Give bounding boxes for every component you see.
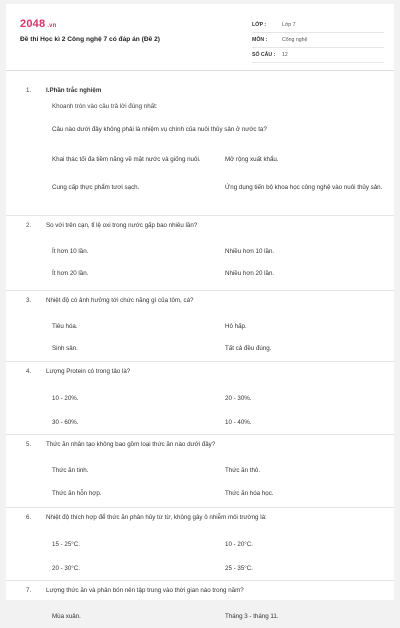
meta-row-class: LỚP : Lớp 7 xyxy=(252,18,384,33)
answer-option[interactable]: Hô hấp. xyxy=(225,322,247,330)
answer-option[interactable]: Tháng 3 - tháng 11. xyxy=(225,612,279,620)
answer-option[interactable]: Mùa xuân. xyxy=(52,612,81,620)
question-text: Thức ăn nhân tạo không bao gồm loại thức ăn nào dưới đây? xyxy=(46,440,216,448)
answer-option[interactable]: 10 - 20°C. xyxy=(225,540,253,548)
answer-option[interactable]: Ứng dụng tiến bộ khoa học công nghệ vào nuôi thủy sản. xyxy=(225,184,383,192)
answer-option[interactable]: Cung cấp thực phẩm tươi sạch. xyxy=(52,184,140,192)
answer-option[interactable]: Khai thác tối đa tiềm năng về mặt nước và giống nuôi. xyxy=(52,156,201,164)
answer-option[interactable]: 10 - 20%. xyxy=(52,394,79,402)
answer-option[interactable]: 20 - 30°C. xyxy=(52,564,80,572)
document-header xyxy=(6,4,394,71)
answer-option[interactable]: Nhiều hơn 20 lần. xyxy=(225,269,275,277)
exam-meta xyxy=(252,18,384,63)
question-text: So với trên cạn, tỉ lệ oxi trong nước gấp bao nhiêu lần? xyxy=(46,221,198,229)
answer-option[interactable]: Sinh sản. xyxy=(52,344,78,352)
meta-row-count: SỐ CÂU : 12 xyxy=(252,48,384,63)
answer-option[interactable]: 10 - 40%. xyxy=(225,418,252,426)
answer-option[interactable]: Thức ăn hỗn hợp. xyxy=(52,490,102,497)
question-7: 7. Lượng thức ăn và phân bón nên tập trung vào thời gian nào trong năm? Mùa xuân. Tháng 3 - tháng 11. xyxy=(20,581,380,628)
answer-option[interactable]: Thức ăn hóa học. xyxy=(225,490,274,497)
answer-option[interactable]: Mở rộng xuất khẩu. xyxy=(225,156,279,164)
question-text: Lượng thức ăn và phân bón nên tập trung vào thời gian nào trong năm? xyxy=(46,586,244,594)
answer-option[interactable]: Ít hơn 10 lần. xyxy=(52,247,89,255)
question-text: Câu nào dưới đây không phải là nhiệm vụ chính của nuôi thủy sản ở nước ta? xyxy=(52,125,267,133)
meta-row-subject: MÔN : Công nghệ xyxy=(252,33,384,48)
answer-option[interactable]: 15 - 25°C. xyxy=(52,540,80,548)
document-page xyxy=(6,4,394,620)
answer-option[interactable]: Tiêu hóa. xyxy=(52,322,78,330)
answer-option[interactable]: Tất cả đều đúng. xyxy=(225,344,272,352)
instruction-text: Khoanh tròn vào câu trả lời đúng nhất: xyxy=(52,103,158,110)
question-text: Nhiệt độ có ảnh hưởng tới chức năng gì của tôm, cá? xyxy=(46,296,194,304)
question-2: 2. So với trên cạn, tỉ lệ oxi trong nước gấp bao nhiêu lần? Ít hơn 10 lần. Nhiều hơn 10 lần. Ít hơn 20 lần. Nhiều hơn 20 lần. xyxy=(20,216,380,290)
question-text: Lượng Protein có trong tảo là? xyxy=(46,367,131,375)
answer-option[interactable]: 20 - 30%. xyxy=(225,394,252,402)
question-text: Nhiệt độ thích hợp để thức ăn phân hủy từ từ, không gây ô nhiễm môi trường là: xyxy=(46,513,267,521)
answer-option[interactable]: Thức ăn thô. xyxy=(225,467,261,474)
question-5: 5. Thức ăn nhân tạo không bao gồm loại thức ăn nào dưới đây? Thức ăn tinh. Thức ăn thô. Thức ăn hỗn hợp. Thức ăn hóa học. xyxy=(20,435,380,507)
answer-option[interactable]: Thức ăn tinh. xyxy=(52,467,89,474)
answer-option[interactable]: Nhiều hơn 10 lần. xyxy=(225,247,275,255)
site-logo[interactable]: 2048 .vn xyxy=(20,18,57,30)
answer-option[interactable]: 25 - 35°C. xyxy=(225,564,253,572)
document-title: Đề thi Học kì 2 Công nghệ 7 có đáp án (Đề 2) xyxy=(20,36,160,43)
question-4: 4. Lượng Protein có trong tảo là? 10 - 20%. 20 - 30%. 30 - 60%. 10 - 40%. xyxy=(20,362,380,434)
answer-option[interactable]: 30 - 60%. xyxy=(52,418,79,426)
question-list xyxy=(6,71,394,628)
section-heading: I.Phần trắc nghiệm xyxy=(46,86,102,94)
answer-option[interactable]: Ít hơn 20 lần. xyxy=(52,269,89,277)
question-1: 1. I.Phần trắc nghiệm Khoanh tròn vào câu trả lời đúng nhất: Câu nào dưới đây không phải là nhiệm vụ chính của nuôi thủy sản ở nước ta? Khai thác tối đa tiềm năng về mặt nước và giống nuôi. Mở rộng xuất khẩu. Cung cấp thực phẩm tươi sạch. Ứng dụng tiến bộ khoa học công nghệ vào nuôi thủy sản. xyxy=(20,85,380,215)
question-6: 6. Nhiệt độ thích hợp để thức ăn phân hủy từ từ, không gây ô nhiễm môi trường là: 15 - 25°C. 10 - 20°C. 20 - 30°C. 25 - 35°C. xyxy=(20,508,380,580)
question-3: 3. Nhiệt độ có ảnh hưởng tới chức năng gì của tôm, cá? Tiêu hóa. Hô hấp. Sinh sản. Tất cả đều đúng. xyxy=(20,291,380,361)
